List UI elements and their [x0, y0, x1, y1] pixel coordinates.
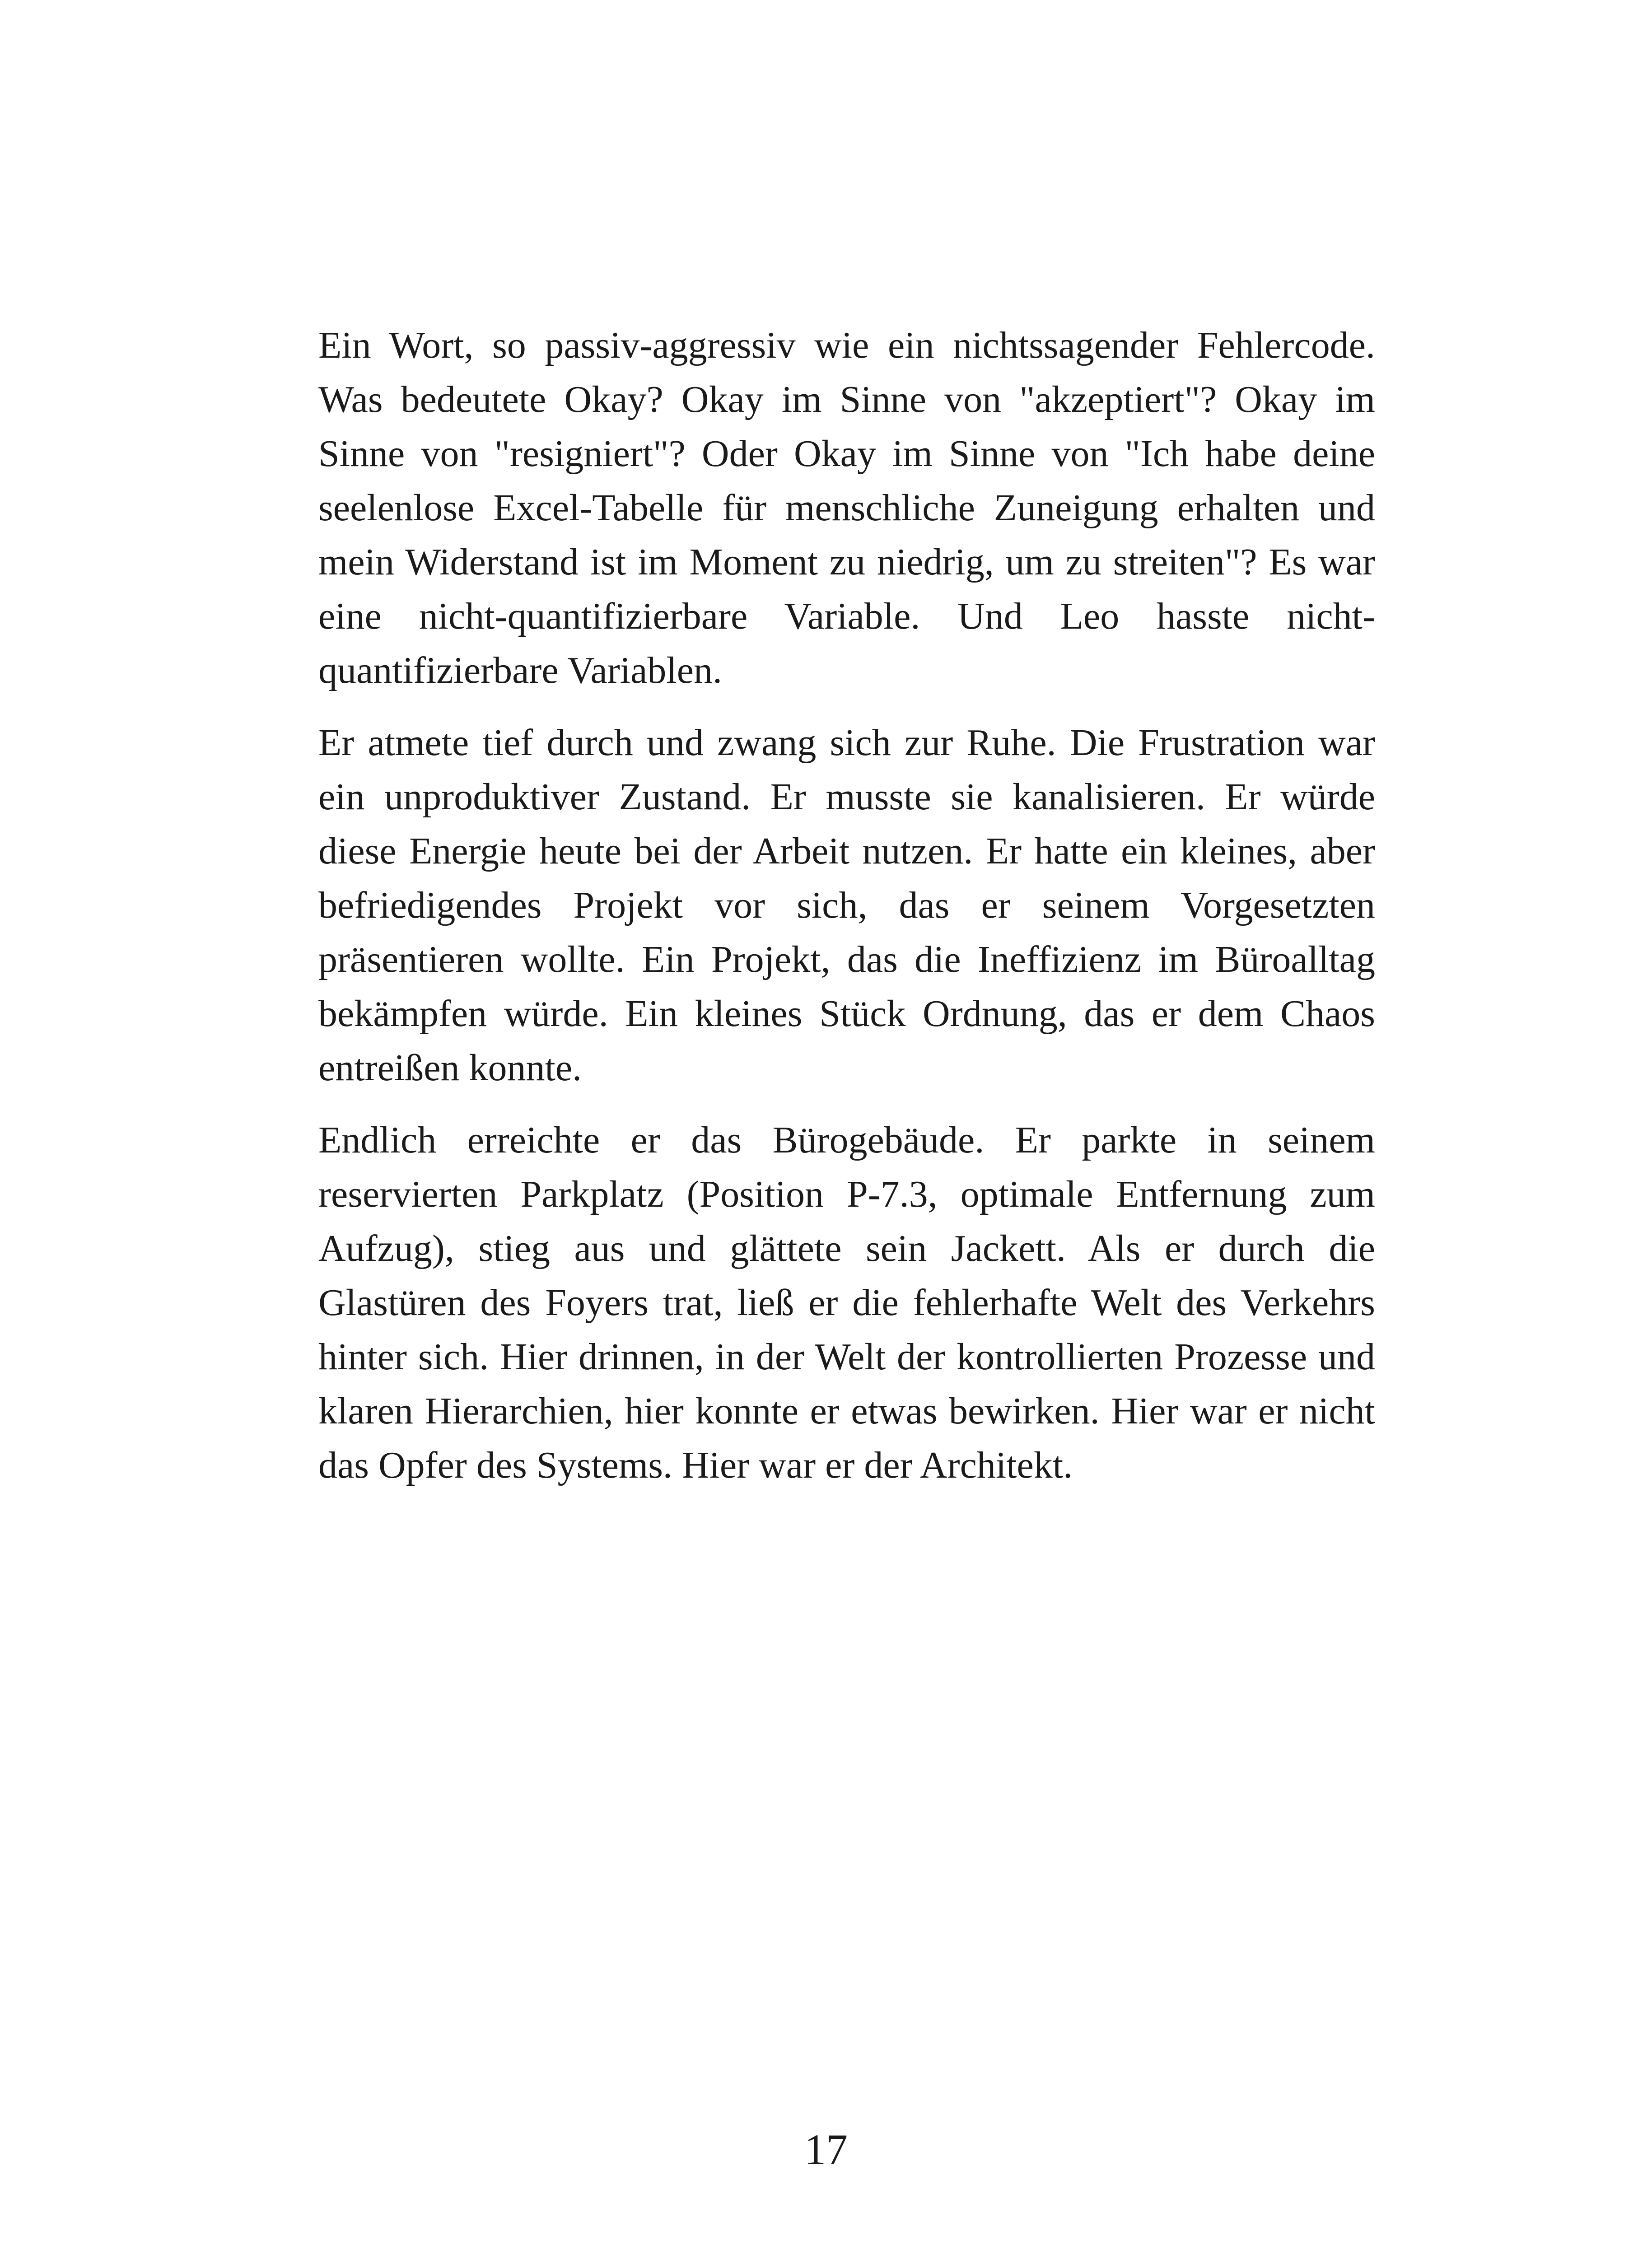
paragraph-3: Endlich erreichte er das Bürogebäude. Er parkte in seinem reservierten Parkplatz (Position P-7.3, optimale Entfernung zum Aufzug), stieg aus und glättete sein Jackett. Als er durch die Glastüren des Foyers trat, ließ er die fehlerhafte Welt des Verkehrs hinter sich. Hier drinnen, in der Welt der kontrollierten Prozesse und klaren Hierarchien, hier konnte er etwas bewirken. Hier war er nicht das Opfer des Systems. Hier war er der Architekt.	[318, 1119, 1375, 1486]
page-number: 17	[804, 2125, 848, 2174]
paragraph-1: Ein Wort, so passiv-aggressiv wie ein nichtssagender Fehlercode. Was bedeutete Okay? Okay im Sinne von "akzeptiert"? Okay im Sinne von "resigniert"? Oder Okay im Sinne von "Ich habe deine seelenlose Excel-Tabelle für menschliche Zuneigung erhalten und mein Widerstand ist im Moment zu niedrig, um zu streiten"? Es war eine nicht-quantifizierbare Variable. Und Leo hasste nicht-quantifizierbare Variablen.	[318, 324, 1375, 691]
paragraph-2: Er atmete tief durch und zwang sich zur Ruhe. Die Frustration war ein unproduktiver Zustand. Er musste sie kanalisieren. Er würde diese Energie heute bei der Arbeit nutzen. Er hatte ein kleines, aber befriedigendes Projekt vor sich, das er seinem Vorgesetzten präsentieren wollte. Ein Projekt, das die Ineffizienz im Büroalltag bekämpfen würde. Ein kleines Stück Ordnung, das er dem Chaos entreißen konnte.	[318, 722, 1375, 1089]
body-text	[318, 318, 1375, 1511]
